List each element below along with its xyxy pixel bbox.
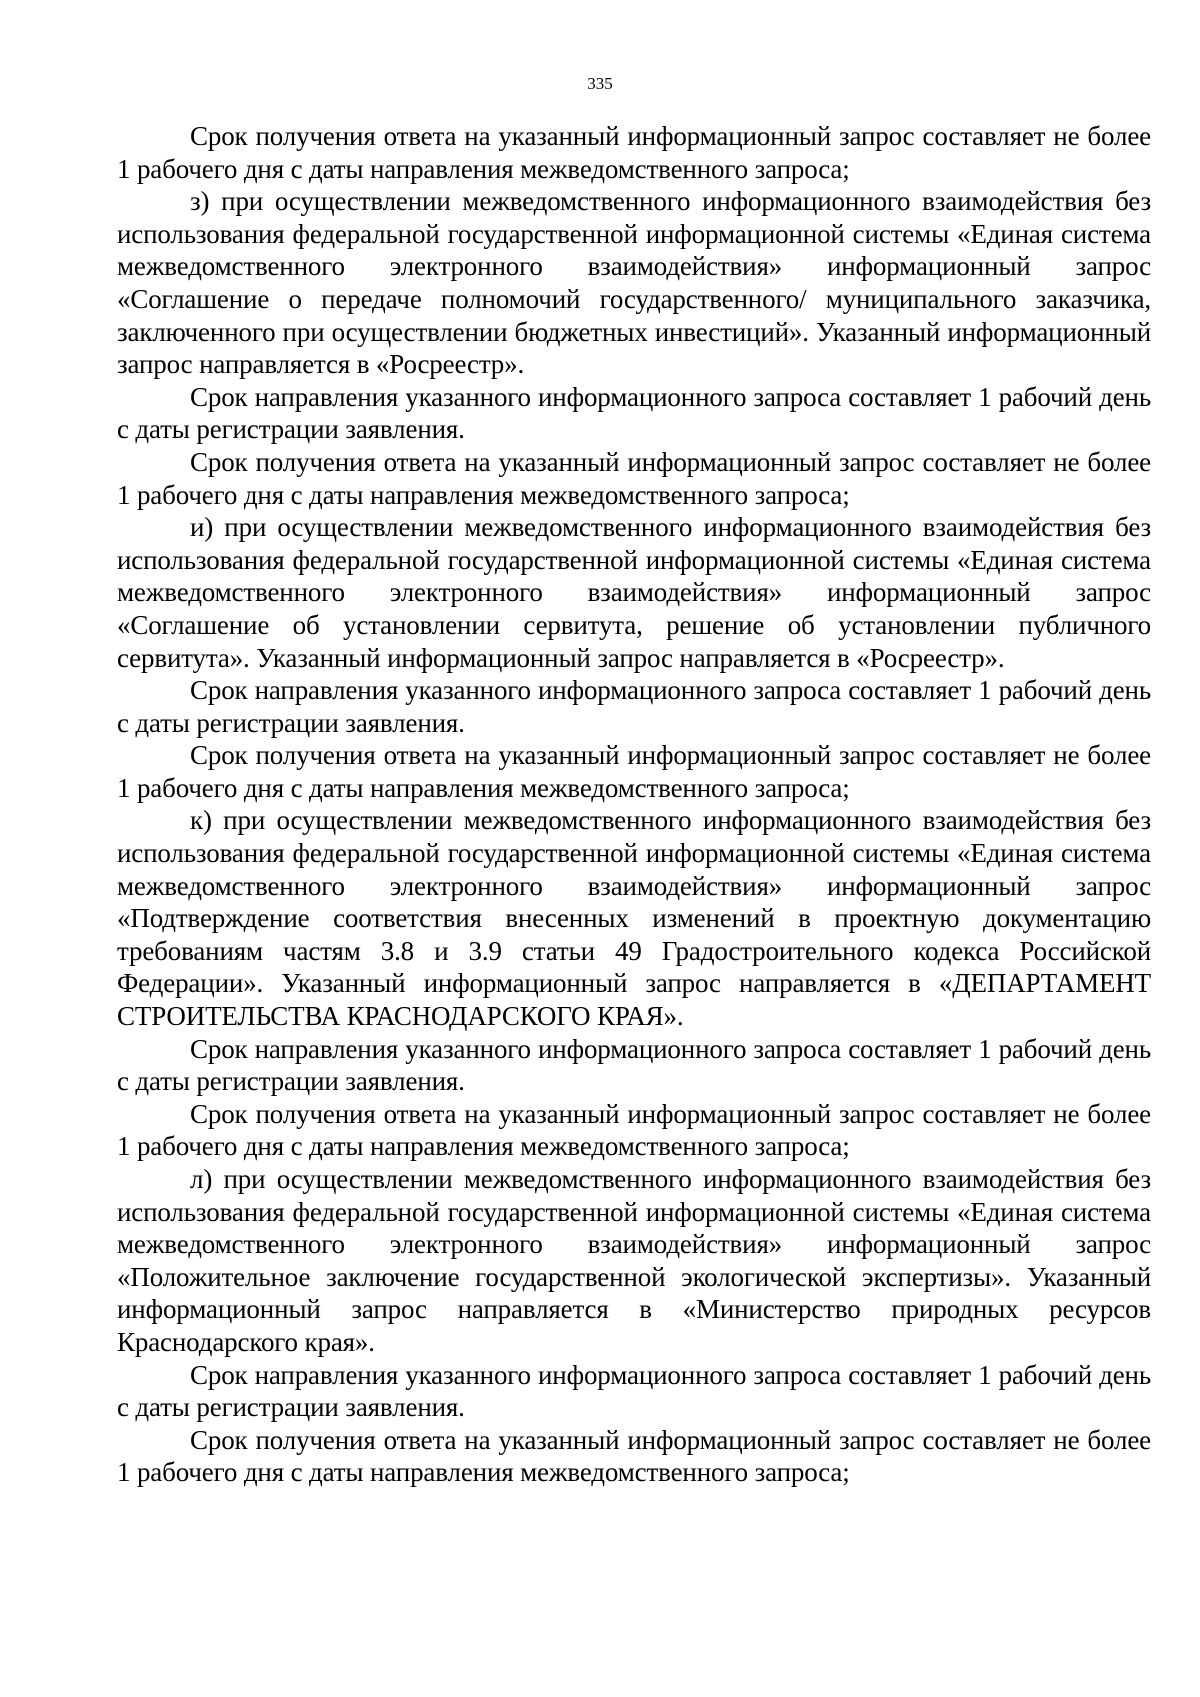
paragraph-item-k: к) при осуществлении межведомственного информационного взаимодействия без использования федеральной государственной информационной системы «Единая система межведомственного электронного взаимодействия» информационный запрос «Подтверждение соответствия внесенных изменений в проектную документацию требованиям частям 3.8 и 3.9 статьи 49 Градостроительного кодекса Российской Федерации». Указанный информационный запрос направляется в «ДЕПАРТАМЕНТ СТРОИТЕЛЬСТВА КРАСНОДАРСКОГО КРАЯ». [117, 805, 1151, 1032]
paragraph-item-l: л) при осуществлении межведомственного информационного взаимодействия без использования федеральной государственной информационной системы «Единая система межведомственного электронного взаимодействия» информационный запрос «Положительное заключение государственной экологической экспертизы». Указанный информационный запрос направляется в «Министерство природных ресурсов Краснодарского края». [117, 1164, 1151, 1357]
paragraph-send-time: Срок направления указанного информационного запроса составляет 1 рабочий день с даты регистрации заявления. [117, 381, 1151, 445]
paragraph-response-time: Срок получения ответа на указанный информационный запрос составляет не более 1 рабочего дня с даты направления межведомственного запроса; [117, 121, 1151, 184]
paragraph-response-time: Срок получения ответа на указанный информационный запрос составляет не более 1 рабочего дня с даты направления межведомственного запроса; [117, 446, 1151, 510]
page-number: 335 [587, 74, 613, 93]
paragraph-send-time: Срок направления указанного информационного запроса составляет 1 рабочий день с даты регистрации заявления. [117, 675, 1151, 738]
paragraph-item-z: з) при осуществлении межведомственного информационного взаимодействия без использования федеральной государственной информационной системы «Единая система межведомственного электронного взаимодействия» информационный запрос «Соглашение о передаче полномочий государственного/ муниципального заказчика, заключенного при осуществлении бюджетных инвестиций». Указанный информационный запрос направляется в «Росреестр». [117, 186, 1151, 380]
paragraph-item-i: и) при осуществлении межведомственного информационного взаимодействия без использования федеральной государственной информационной системы «Единая система межведомственного электронного взаимодействия» информационный запрос «Соглашение об установлении сервитута, решение об установлении публичного сервитута». Указанный информационный запрос направляется в «Росреестр». [117, 512, 1151, 673]
paragraph-response-time: Срок получения ответа на указанный информационный запрос составляет не более 1 рабочего дня с даты направления межведомственного запроса; [117, 740, 1151, 803]
paragraph-response-time: Срок получения ответа на указанный информационный запрос составляет не более 1 рабочего дня с даты направления межведомственного запроса; [117, 1424, 1151, 1488]
paragraph-send-time: Срок направления указанного информационного запроса составляет 1 рабочий день с даты регистрации заявления. [117, 1359, 1151, 1423]
paragraph-send-time: Срок направления указанного информационного запроса составляет 1 рабочий день с даты регистрации заявления. [117, 1033, 1151, 1097]
paragraph-response-time: Срок получения ответа на указанный информационный запрос составляет не более 1 рабочего дня с даты направления межведомственного запроса; [117, 1098, 1151, 1162]
document-body [117, 120, 1151, 1489]
